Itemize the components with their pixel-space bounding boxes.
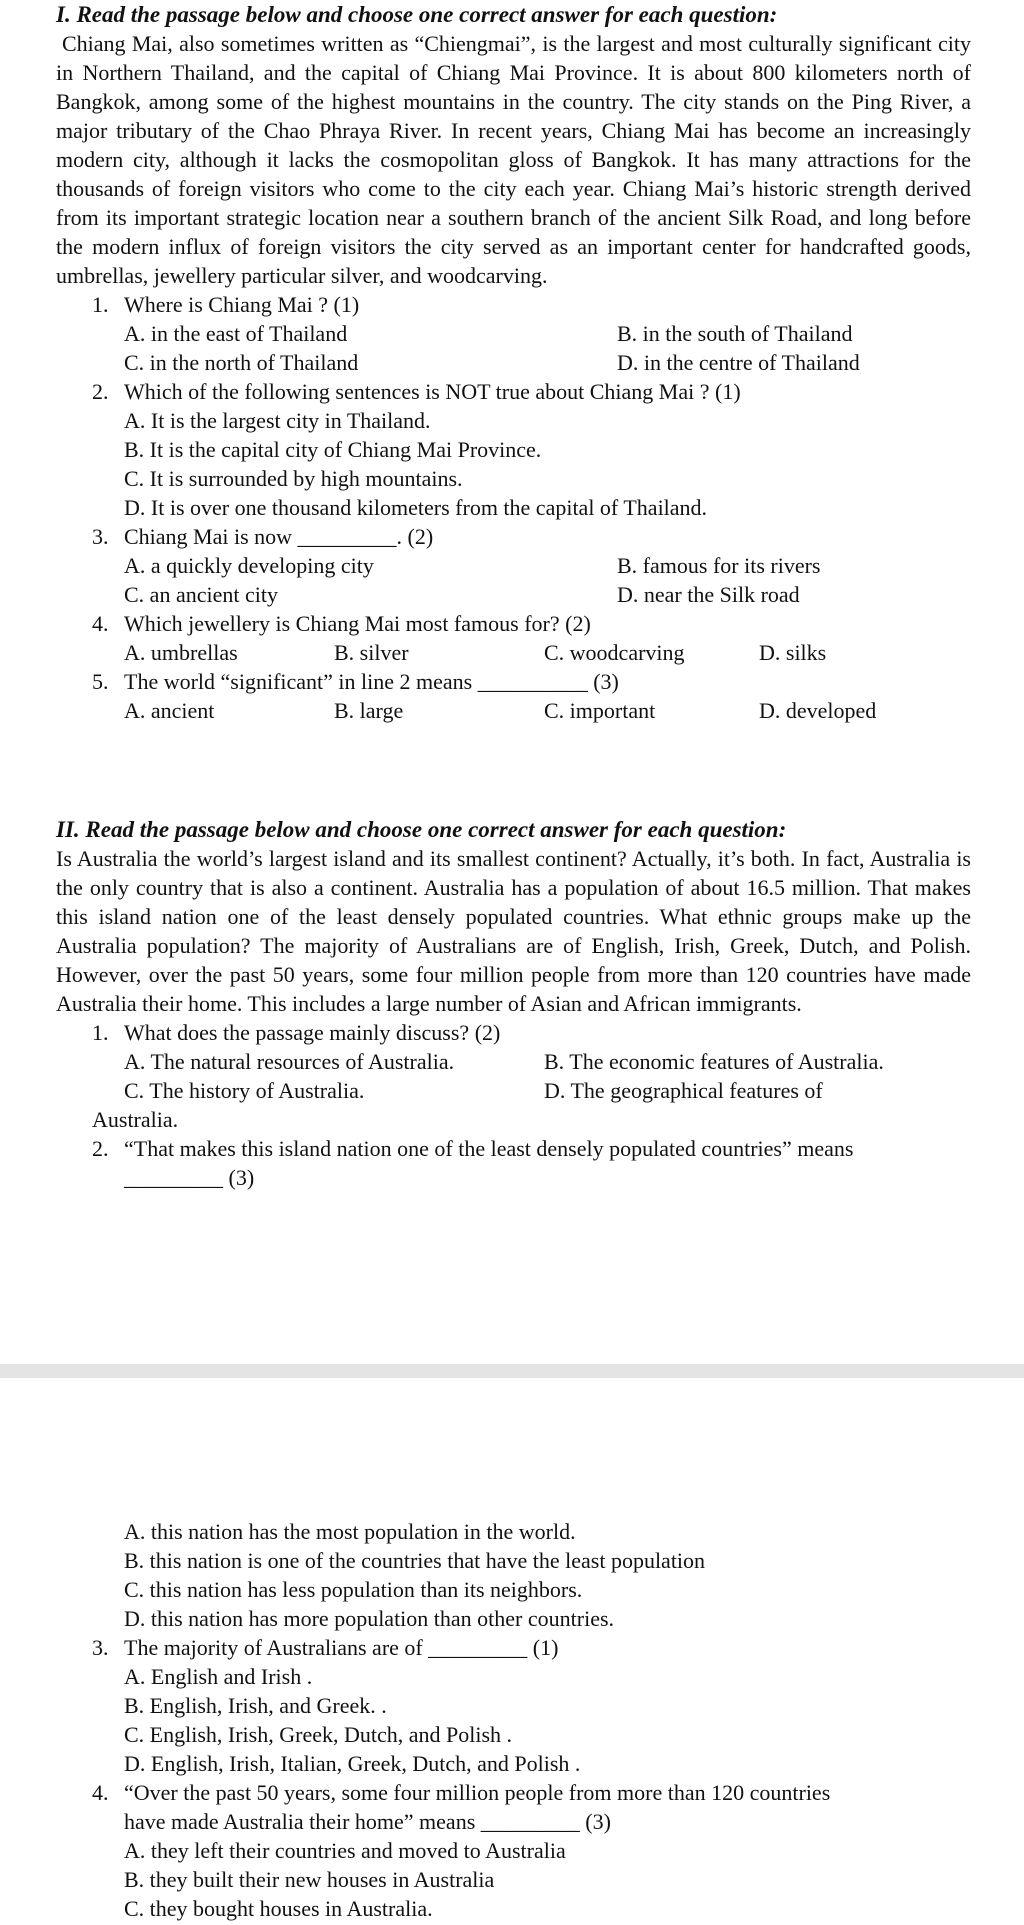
option-b[interactable]: B. in the south of Thailand: [617, 321, 853, 346]
option-a[interactable]: A. The natural resources of Australia.: [124, 1049, 455, 1074]
option-b[interactable]: B. It is the capital city of Chiang Mai Province.: [124, 437, 542, 462]
question-text: The world “significant” in line 2 means __________ (3): [124, 669, 619, 694]
p1-q5-options: [56, 696, 971, 725]
option-d-continuation: Australia.: [92, 1107, 179, 1132]
question-number: 1.: [92, 1020, 109, 1045]
option-c[interactable]: C. an ancient city: [124, 582, 278, 607]
part2-section: [56, 815, 971, 1192]
part2-passage: Is Australia the world’s largest island and its smallest continent? Actually, it’s both. In fact, Australia is the only country that is also a continent. Australia has a population of about 16.5 million. That makes this island nation one of the least densely populated countries. What ethnic groups make up the Australia population? The majority of Australians are of English, Irish, Greek, Dutch, and Polish. However, over the past 50 years, some four million people from more than 120 countries have made Australia their home. This includes a large number of Asian and African immigrants.: [56, 846, 971, 1016]
option-a[interactable]: A. this nation has the most population in the world.: [124, 1519, 576, 1544]
option-d[interactable]: D. English, Irish, Italian, Greek, Dutch, and Polish .: [124, 1751, 581, 1776]
option-d[interactable]: D. silks: [759, 640, 827, 665]
question-text: The majority of Australians are of _________ (1): [124, 1635, 559, 1660]
question-text: Which of the following sentences is NOT true about Chiang Mai ? (1): [124, 379, 741, 404]
question-number: 4.: [92, 1780, 109, 1805]
p2-q1-options: [56, 1047, 971, 1105]
option-d[interactable]: D. in the centre of Thailand: [617, 350, 860, 375]
p1-question-3: [56, 522, 971, 551]
part1-heading: I. Read the passage below and choose one correct answer for each question:: [56, 2, 778, 27]
p2-q2-options: [56, 1517, 971, 1633]
question-number: 2.: [92, 379, 109, 404]
option-b[interactable]: B. silver: [334, 640, 409, 665]
option-b[interactable]: B. they built their new houses in Australia: [124, 1867, 495, 1892]
p2-q2-blank: _________ (3): [124, 1165, 255, 1190]
p2-question-2: [56, 1134, 971, 1163]
p2-question-3: [56, 1633, 971, 1662]
option-b[interactable]: B. large: [334, 698, 404, 723]
option-a[interactable]: A. English and Irish .: [124, 1664, 313, 1689]
option-c[interactable]: C. in the north of Thailand: [124, 350, 359, 375]
option-a[interactable]: A. they left their countries and moved to Australia: [124, 1838, 566, 1863]
part1-section: [56, 0, 971, 725]
part2-continued: [56, 1517, 971, 1923]
option-d[interactable]: D. near the Silk road: [617, 582, 800, 607]
p2-q4-options: [56, 1836, 971, 1923]
option-b[interactable]: B. The economic features of Australia.: [544, 1049, 884, 1074]
p1-q3-options: [56, 551, 971, 609]
option-c[interactable]: C. English, Irish, Greek, Dutch, and Polish .: [124, 1722, 513, 1747]
question-number: 1.: [92, 292, 109, 317]
p1-question-4: [56, 609, 971, 638]
part2-heading: II. Read the passage below and choose one correct answer for each question:: [56, 817, 787, 842]
option-d[interactable]: D. this nation has more population than other countries.: [124, 1606, 615, 1631]
option-c[interactable]: C. woodcarving: [544, 640, 685, 665]
p1-question-2: [56, 377, 971, 406]
option-d[interactable]: D. The geographical features of: [544, 1078, 823, 1103]
option-b[interactable]: B. famous for its rivers: [617, 553, 821, 578]
option-c[interactable]: C. they bought houses in Australia.: [124, 1896, 433, 1921]
p2-question-1: [56, 1018, 971, 1047]
option-a[interactable]: A. in the east of Thailand: [124, 321, 348, 346]
question-number: 3.: [92, 1635, 109, 1660]
question-text: “Over the past 50 years, some four million people from more than 120 countries: [124, 1780, 831, 1805]
p2-q4-continuation: have made Australia their home” means _________ (3): [124, 1809, 611, 1834]
p1-question-1: [56, 290, 971, 319]
question-number: 2.: [92, 1136, 109, 1161]
p1-q2-options: [56, 406, 971, 522]
option-c[interactable]: C. The history of Australia.: [124, 1078, 365, 1103]
option-a[interactable]: A. umbrellas: [124, 640, 238, 665]
question-text: “That makes this island nation one of the least densely populated countries” means: [124, 1136, 854, 1161]
option-d[interactable]: D. developed: [759, 698, 877, 723]
option-c[interactable]: C. It is surrounded by high mountains.: [124, 466, 463, 491]
question-number: 5.: [92, 669, 109, 694]
question-text: Where is Chiang Mai ? (1): [124, 292, 360, 317]
option-c[interactable]: C. important: [544, 698, 656, 723]
p2-q3-options: [56, 1662, 971, 1778]
question-number: 3.: [92, 524, 109, 549]
option-b[interactable]: B. this nation is one of the countries that have the least population: [124, 1548, 706, 1573]
question-text: Which jewellery is Chiang Mai most famous for? (2): [124, 611, 591, 636]
page-divider: [0, 1364, 1024, 1378]
option-d[interactable]: D. It is over one thousand kilometers from the capital of Thailand.: [124, 495, 708, 520]
p2-question-4: [56, 1778, 971, 1807]
option-a[interactable]: A. It is the largest city in Thailand.: [124, 408, 431, 433]
p1-q1-options: [56, 319, 971, 377]
option-a[interactable]: A. a quickly developing city: [124, 553, 374, 578]
p1-q4-options: [56, 638, 971, 667]
option-c[interactable]: C. this nation has less population than its neighbors.: [124, 1577, 583, 1602]
question-number: 4.: [92, 611, 109, 636]
question-text: Chiang Mai is now _________. (2): [124, 524, 434, 549]
question-text: What does the passage mainly discuss? (2): [124, 1020, 501, 1045]
p1-question-5: [56, 667, 971, 696]
option-a[interactable]: A. ancient: [124, 698, 215, 723]
part1-passage: Chiang Mai, also sometimes written as “Chiengmai”, is the largest and most culturally significant city in Northern Thailand, and the capital of Chiang Mai Province. It is about 800 kilometers north of Bangkok, among some of the highest mountains in the country. The city stands on the Ping River, a major tributary of the Chao Phraya River. In recent years, Chiang Mai has become an increasingly modern city, although it lacks the cosmopolitan gloss of Bangkok. It has many attractions for the thousands of foreign visitors who come to the city each year. Chiang Mai’s historic strength derived from its important strategic location near a southern branch of the ancient Silk Road, and long before the modern influx of foreign visitors the city served as an important center for handcrafted goods, umbrellas, jewellery particular silver, and woodcarving.: [56, 31, 971, 288]
option-b[interactable]: B. English, Irish, and Greek. .: [124, 1693, 387, 1718]
